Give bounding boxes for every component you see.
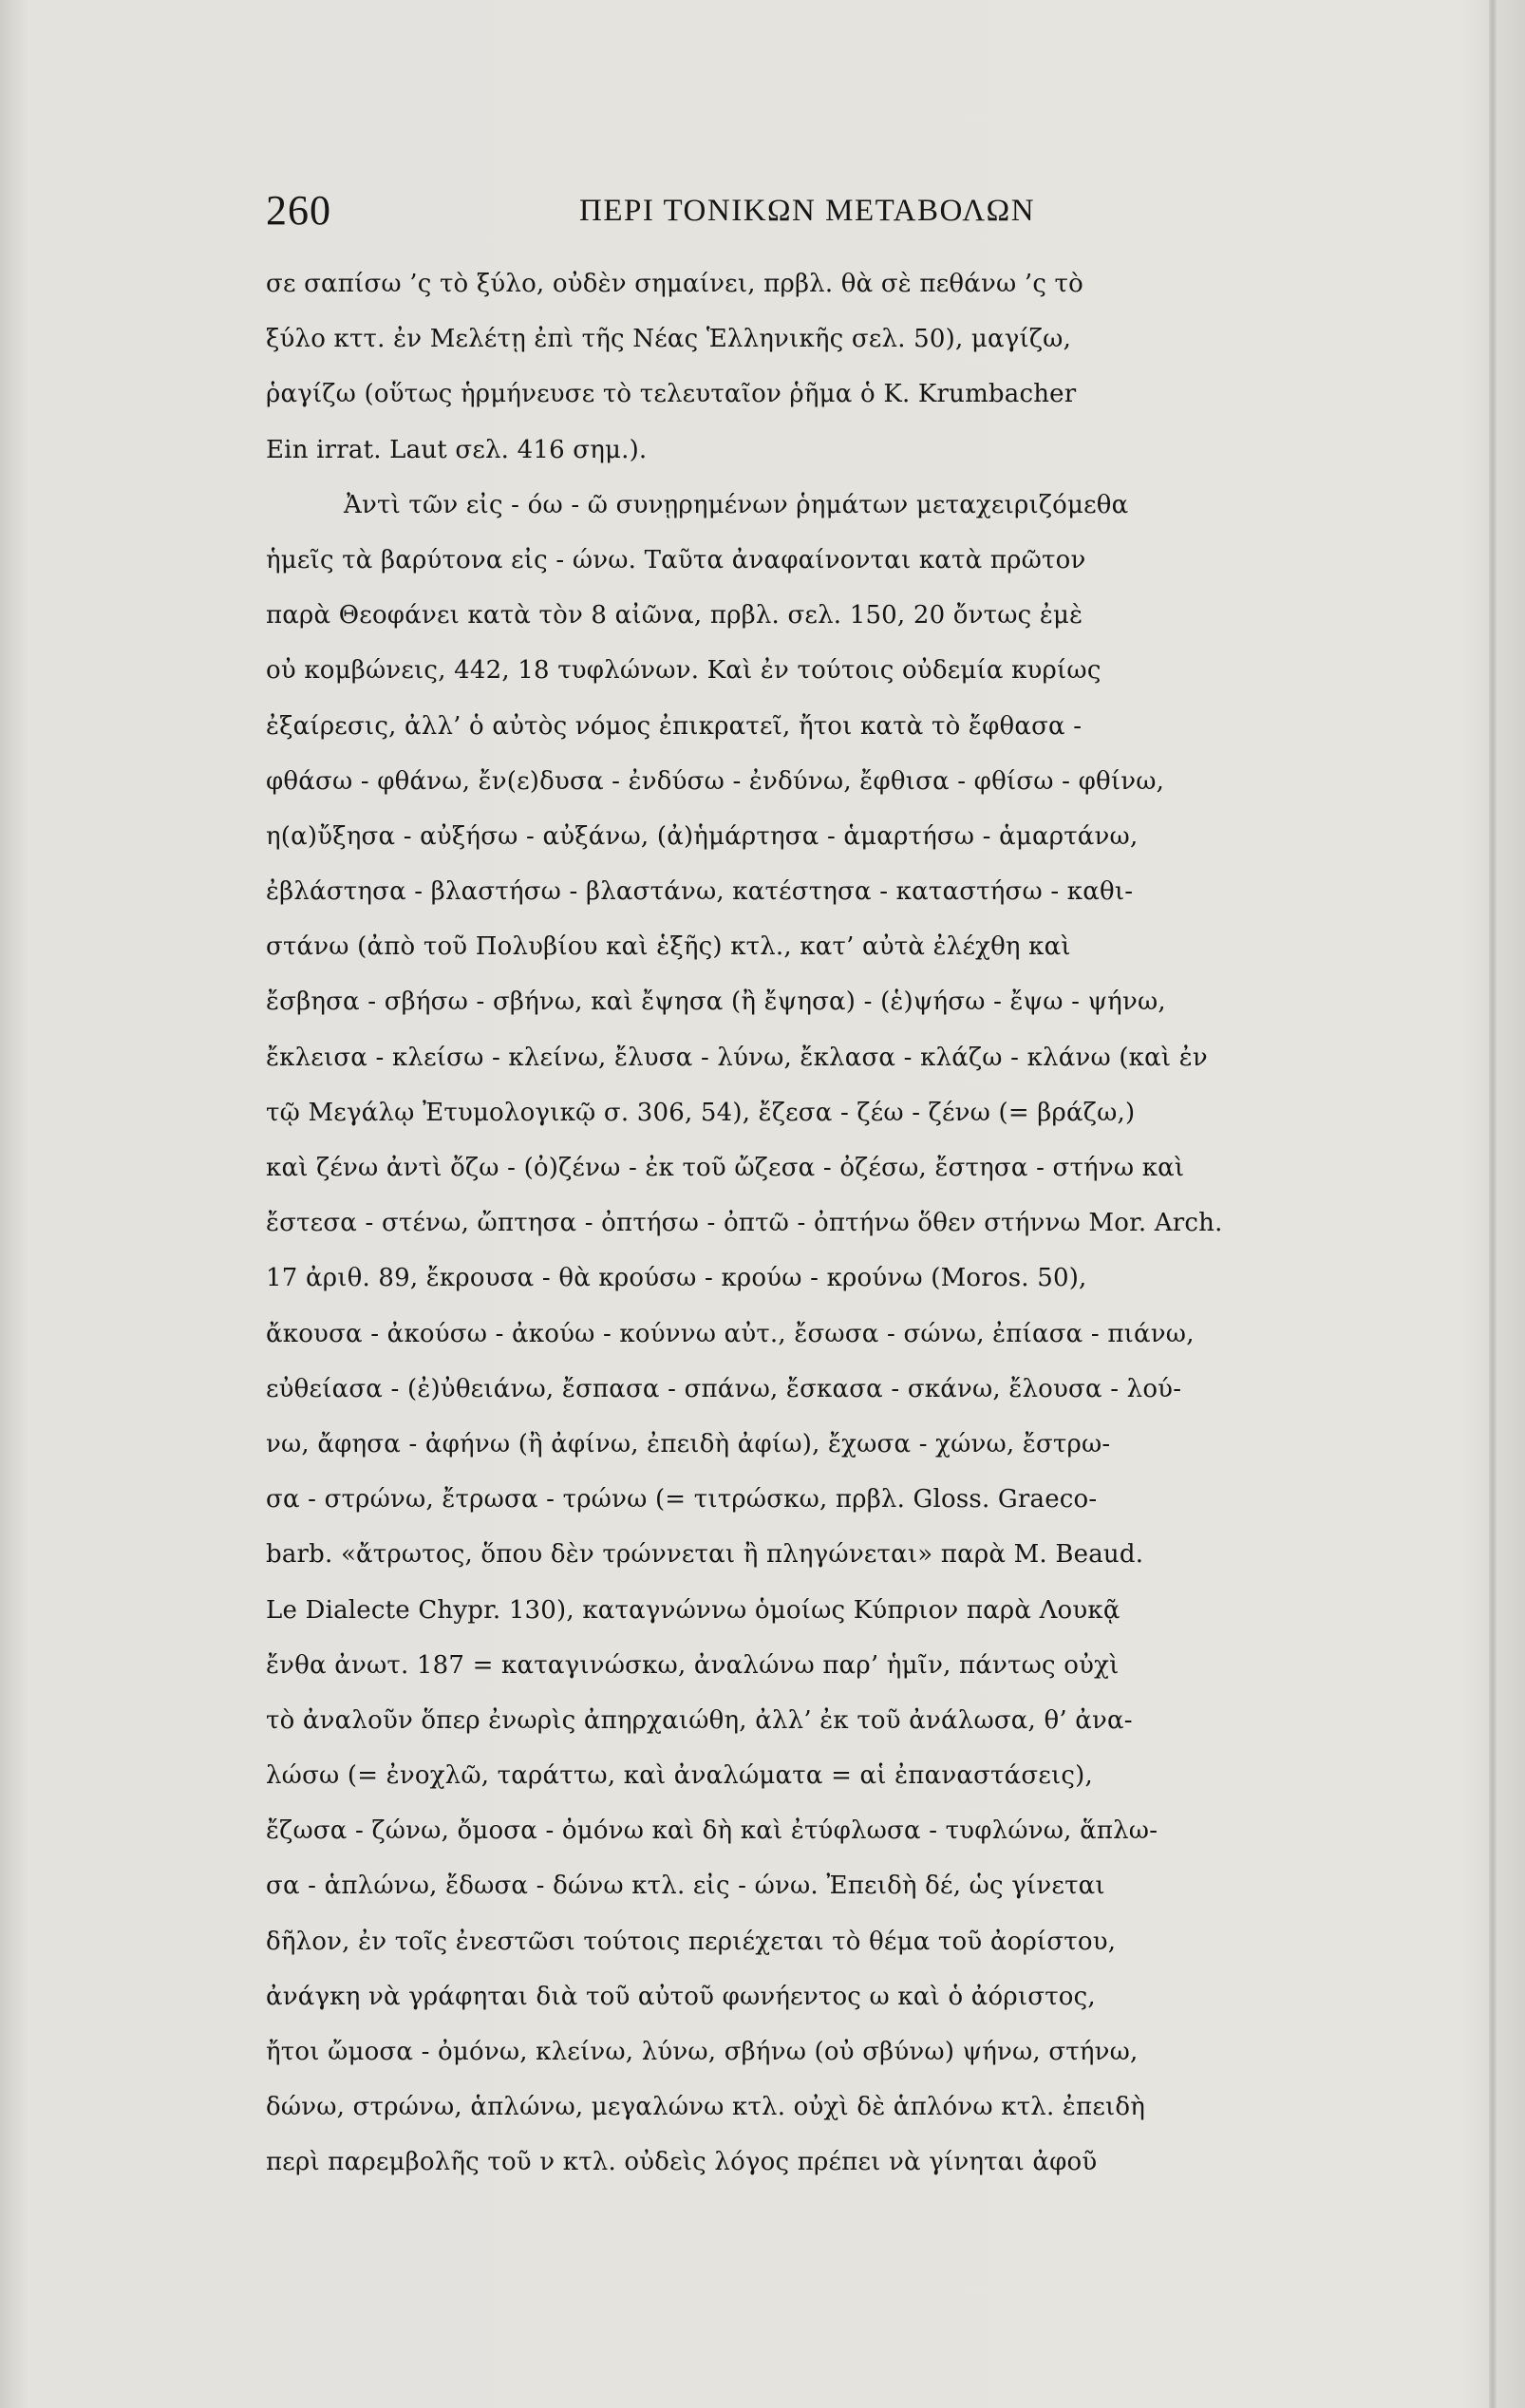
text-line: ἀνάγκη νὰ γράφηται διὰ τοῦ αὐτοῦ φωνήεντος ω καὶ ὁ ἀόριστος, — [266, 1982, 1096, 2011]
text-line: περὶ παρεμβολῆς τοῦ ν κτλ. οὐδεὶς λόγος πρέπει νὰ γίνηται ἀφοῦ — [266, 2148, 1098, 2177]
body-text — [266, 256, 1462, 2191]
text-line: σα - στρώνω, ἔτρωσα - τρώνω (= τιτρώσκω, πρβλ. Gloss. Graeco- — [266, 1485, 1098, 1514]
text-line: δώνω, στρώνω, ἁπλώνω, μεγαλώνω κτλ. οὐχὶ δὲ ἁπλόνω κτλ. ἐπειδὴ — [266, 2093, 1146, 2122]
text-line: τῷ Μεγάλῳ Ἐτυμολογικῷ σ. 306, 54), ἔζεσα - ζέω - ζένω (= βράζω,) — [266, 1098, 1136, 1127]
page-number: 260 — [266, 187, 331, 234]
text-line: ἡμεῖς τὰ βαρύτονα εἰς - ώνω. Ταῦτα ἀναφαίνονται κατὰ πρῶτον — [266, 545, 1086, 574]
text-line: νω, ἄφησα - ἀφήνω (ἢ ἀφίνω, ἐπειδὴ ἀφίω), ἔχωσα - χώνω, ἔστρω- — [266, 1429, 1111, 1458]
text-line: τὸ ἀναλοῦν ὅπερ ἐνωρὶς ἀπηρχαιώθη, ἀλλ’ ἐκ τοῦ ἀνάλωσα, θ’ ἀνα- — [266, 1705, 1133, 1735]
text-line: σε σαπίσω ’ς τὸ ξύλο, οὐδὲν σημαίνει, πρβλ. θὰ σὲ πεθάνω ’ς τὸ — [266, 270, 1083, 298]
text-line: εὐθείασα - (ἐ)ὐθειάνω, ἔσπασα - σπάνω, ἔσκασα - σκάνω, ἔλουσα - λού- — [266, 1374, 1182, 1403]
text-line: Le Dialecte Chypr. 130), καταγνώννω ὁμοίως Κύπριον παρὰ Λουκᾷ — [266, 1595, 1120, 1625]
text-line: Ein irrat. Laut σελ. 416 σημ.). — [266, 435, 648, 464]
text-line: ἔζωσα - ζώνω, ὄμοσα - ὀμόνω καὶ δὴ καὶ ἐτύφλωσα - τυφλώνω, ἅπλω- — [266, 1816, 1158, 1846]
text-line: ξύλο κττ. ἐν Μελέτῃ ἐπὶ τῆς Νέας Ἑλληνικῆς σελ. 50), μαγίζω, — [266, 325, 1072, 354]
text-line: καὶ ζένω ἀντὶ ὄζω - (ὀ)ζένω - ἐκ τοῦ ὤζεσα - ὀζέσω, ἔστησα - στήνω καὶ — [266, 1154, 1185, 1182]
text-line: δῆλον, ἐν τοῖς ἐνεστῶσι τούτοις περιέχεται τὸ θέμα τοῦ ἀορίστου, — [266, 1927, 1117, 1956]
text-line: 17 ἀριθ. 89, ἔκρουσα - θὰ κρούσω - κρούω - κρούνω (Moros. 50), — [266, 1264, 1087, 1293]
text-line: ἔστεσα - στένω, ὤπτησα - ὀπτήσω - ὀπτῶ - ὀπτήνω ὅθεν στήννω Mor. Arch. — [266, 1209, 1223, 1238]
text-line: οὐ κομβώνεις, 442, 18 τυφλώνων. Καὶ ἐν τούτοις οὐδεμία κυρίως — [266, 656, 1101, 686]
text-line: barb. «ἄτρωτος, ὅπου δὲν τρώννεται ἢ πληγώνεται» παρὰ M. Beaud. — [266, 1540, 1144, 1570]
text-line: ἔκλεισα - κλείσω - κλείνω, ἔλυσα - λύνω, ἔκλασα - κλάζω - κλάνω (καὶ ἐν — [266, 1043, 1208, 1072]
text-line: στάνω (ἀπὸ τοῦ Πολυβίου καὶ ἑξῆς) κτλ., κατ’ αὐτὰ ἐλέχθη καὶ — [266, 932, 1071, 962]
page-header — [266, 186, 1434, 243]
text-line: ἔσβησα - σβήσω - σβήνω, καὶ ἔψησα (ἢ ἔψησα) - (ἑ)ψήσω - ἔψω - ψήνω, — [266, 988, 1166, 1017]
text-line: ἐβλάστησα - βλαστήσω - βλαστάνω, κατέστησα - καταστήσω - καθι- — [266, 877, 1134, 907]
text-line: ἔνθα ἀνωτ. 187 = καταγινώσκω, ἀναλώνω παρ’ ἡμῖν, πάντως οὐχὶ — [266, 1650, 1120, 1680]
text-line: ἤτοι ὤμοσα - ὀμόνω, κλείνω, λύνω, σβήνω (οὐ σβύνω) ψήνω, στήνω, — [266, 2038, 1139, 2066]
text-line: η(α)ὔξησα - αὐξήσω - αὐξάνω, (ἀ)ἡμάρτησα - ἁμαρτήσω - ἁμαρτάνω, — [266, 821, 1139, 851]
text-line: λώσω (= ἐνοχλῶ, ταράττω, καὶ ἀναλώματα = αἱ ἐπαναστάσεις), — [266, 1761, 1093, 1791]
text-line: φθάσω - φθάνω, ἔν(ε)δυσα - ἐνδύσω - ἐνδύνω, ἔφθισα - φθίσω - φθίνω, — [266, 766, 1165, 796]
text-line: Ἀντὶ τῶν εἰς - όω - ῶ συνῃρημένων ῥημάτων μεταχειριζόμεθα — [344, 490, 1129, 519]
text-line: παρὰ Θεοφάνει κατὰ τὸν 8 αἰῶνα, πρβλ. σελ. 150, 20 ὄντως ἐμὲ — [266, 601, 1083, 630]
text-line: ῥαγίζω (οὕτως ἡρμήνευσε τὸ τελευταῖον ῥῆμα ὁ K. Krumbacher — [266, 380, 1077, 409]
text-line: ἐξαίρεσις, ἀλλ’ ὁ αὐτὸς νόμος ἐπικρατεῖ, ἤτοι κατὰ τὸ ἔφθασα - — [266, 711, 1083, 741]
text-line: ἄκουσα - ἀκούσω - ἀκούω - κούννω αὐτ., ἔσωσα - σώνω, ἐπίασα - πιάνω, — [266, 1319, 1195, 1348]
running-head: ΠΕΡΙ ΤΟΝΙΚΩΝ ΜΕΤΑΒΟΛΩΝ — [579, 194, 1036, 228]
text-line: σα - ἁπλώνω, ἔδωσα - δώνω κτλ. εἰς - ώνω. Ἐπειδὴ δέ, ὡς γίνεται — [266, 1872, 1105, 1901]
